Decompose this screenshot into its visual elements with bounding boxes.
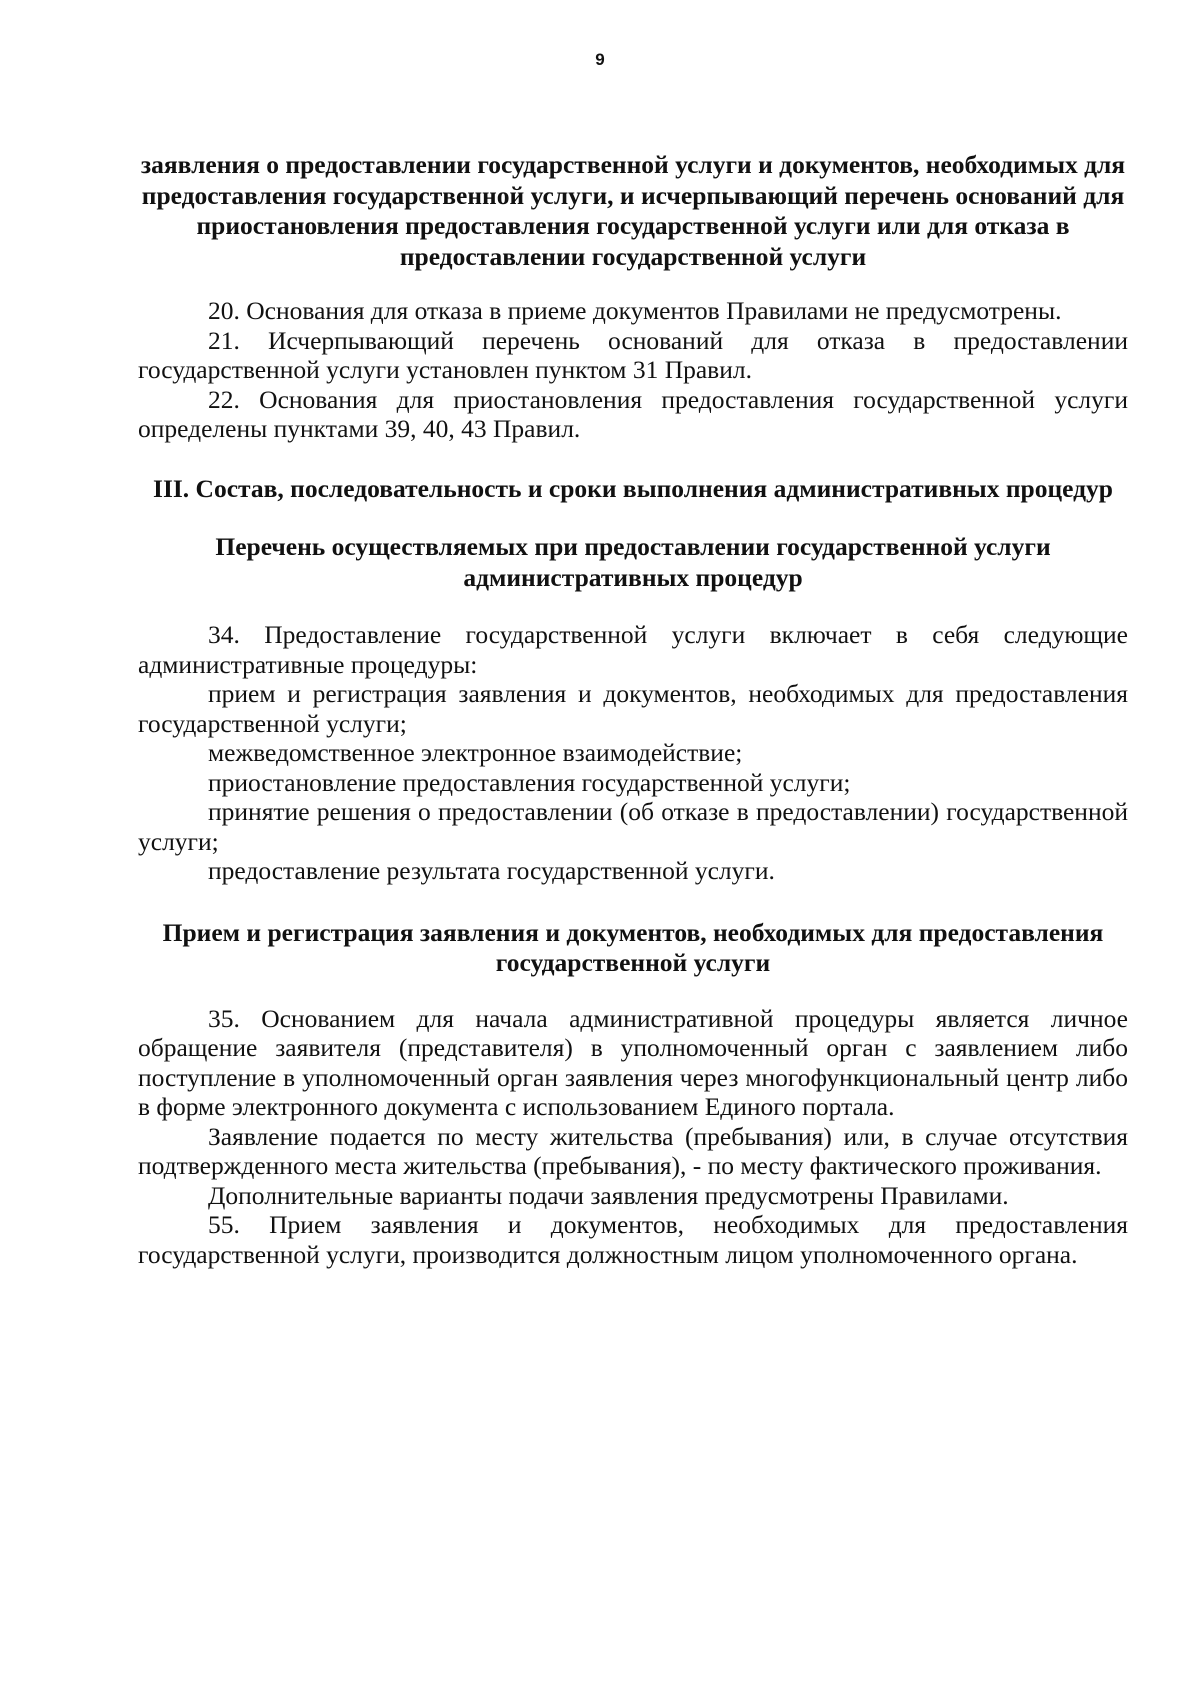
subheading-reception: Прием и регистрация заявления и документов, необходимых для предоставления государственной услуги xyxy=(162,917,1104,977)
page-number: 9 xyxy=(595,50,605,69)
section-heading-iii: III. Состав, последовательность и сроки выполнения административных процедур xyxy=(153,473,1113,503)
procedure-item: межведомственное электронное взаимодействие; xyxy=(208,738,743,767)
procedure-item: принятие решения о предоставлении (об отказе в предоставлении) государственной услуги; xyxy=(138,797,1128,856)
procedure-item: приостановление предоставления государственной услуги; xyxy=(208,767,851,797)
procedure-item: предоставление результата государственной услуги. xyxy=(208,856,775,885)
paragraph-35: 35. Основанием для начала административной процедуры является личное обращение заявителя (представителя) в уполномоченный орган с заявлением либо поступление в уполномоченный орган заявления через многофункциональный центр либо в форме электронного документа с использованием Единого портала. xyxy=(138,1003,1128,1121)
paragraph-21: 21. Исчерпывающий перечень оснований для отказа в предоставлении государственной услуги установлен пунктом 31 Правил. xyxy=(138,325,1128,384)
paragraph-20: 20. Основания для отказа в приеме документов Правилами не предусмотрены. xyxy=(208,296,1062,325)
heading-grounds: заявления о предоставлении государственной услуги и документов, необходимых для предоставления государственной услуги, и исчерпывающий перечень оснований для приостановления предоставления государственной услуги или для отказа в предоставлении государственной услуги xyxy=(140,150,1126,271)
subheading-procedures: Перечень осуществляемых при предоставлении государственной услуги административных процедур xyxy=(215,532,1051,592)
procedure-list xyxy=(138,679,1128,886)
paragraph-22: 22. Основания для приостановления предоставления государственной услуги определены пунктами 39, 40, 43 Правил. xyxy=(138,384,1128,443)
paragraph-34: 34. Предоставление государственной услуги включает в себя следующие административные процедуры: xyxy=(138,620,1128,679)
procedure-item: прием и регистрация заявления и документов, необходимых для предоставления государственной услуги; xyxy=(138,679,1128,738)
document-body xyxy=(138,150,1128,1269)
paragraph-place-of-residence: Заявление подается по месту жительства (пребывания) или, в случае отсутствия подтвержденного места жительства (пребывания), - по месту фактического проживания. xyxy=(138,1121,1128,1180)
paragraph-additional-options: Дополнительные варианты подачи заявления предусмотрены Правилами. xyxy=(208,1180,1009,1210)
paragraph-55: 55. Прием заявления и документов, необходимых для предоставления государственной услуги, производится должностным лицом уполномоченного органа. xyxy=(138,1210,1128,1269)
